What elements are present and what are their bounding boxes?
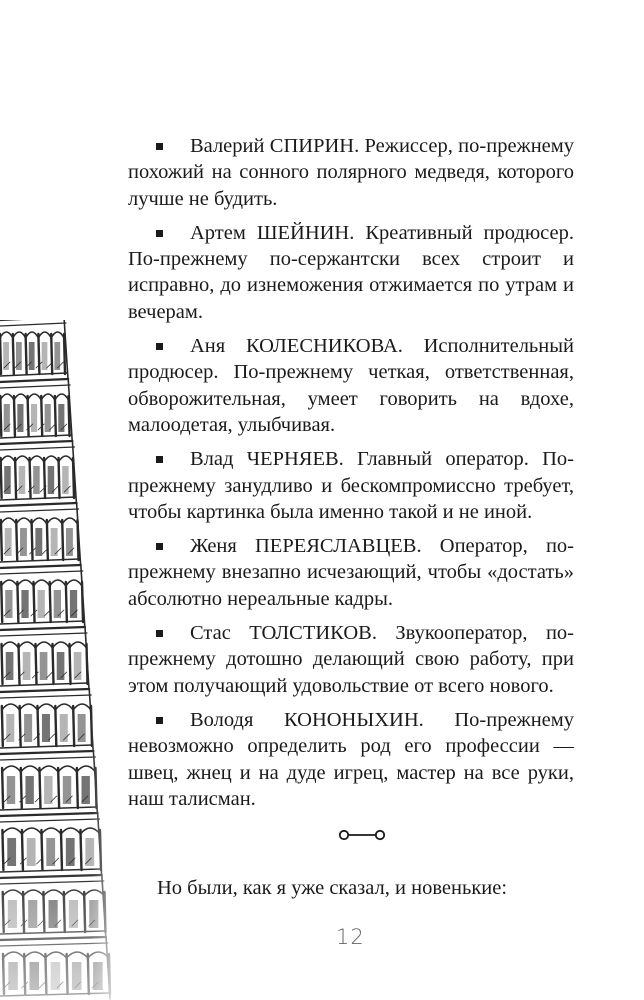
list-item	[128, 333, 574, 438]
page-number: 12	[336, 925, 365, 949]
list-item	[128, 620, 574, 699]
entries-list	[128, 133, 574, 820]
list-item	[128, 533, 574, 612]
list-item	[128, 707, 574, 812]
bullet-icon	[156, 143, 163, 150]
entry-text: Аня КОЛЕСНИКОВА. Исполнительный продюсер. По-прежнему четкая, ответственная, обворожительная, умеет говорить на вдохе, малоодетая, улыбчивая.	[128, 335, 574, 436]
entry-text: Стас ТОЛСТИКОВ. Звукооператор, по-прежнему дотошно делающий свою работу, при этом получающий удовольствие от всего нового.	[128, 622, 574, 697]
bullet-icon	[156, 630, 163, 637]
leaning-tower-illustration	[0, 320, 130, 1000]
bullet-icon	[156, 717, 163, 724]
closing-line: Но были, как я уже сказал, и новенькие:	[157, 877, 508, 899]
entry-text: Володя КОНОНЫХИН. По-прежнему невозможно определить род его профессии — швец, жнец и на дуде игрец, мастер на все руки, наш талисман.	[128, 708, 574, 810]
bullet-icon	[156, 230, 163, 237]
list-item	[128, 446, 574, 525]
list-item	[128, 220, 574, 325]
entry-text: Валерий СПИРИН. Режиссер, по-прежнему похожий на сонного полярного медведя, которого лучше не будить.	[128, 135, 574, 210]
entry-text: Влад ЧЕРНЯЕВ. Главный оператор. По-прежнему занудливо и бескомпромиссно требует, чтобы картинка была именно такой и не иной.	[128, 448, 574, 523]
section-divider-icon	[338, 828, 386, 842]
bullet-icon	[156, 543, 163, 550]
bullet-icon	[156, 456, 163, 463]
list-item	[128, 133, 574, 212]
entry-text: Женя ПЕРЕЯСЛАВЦЕВ. Оператор, по-прежнему внезапно исчезающий, чтобы «достать» абсолютно нереальные кадры.	[128, 535, 574, 610]
entry-text: Артем ШЕЙНИН. Креативный продюсер. По-прежнему по-сержантски всех строит и исправно, до изнеможения отжимается по утрам и вечерам.	[128, 221, 574, 323]
bullet-icon	[156, 343, 163, 350]
